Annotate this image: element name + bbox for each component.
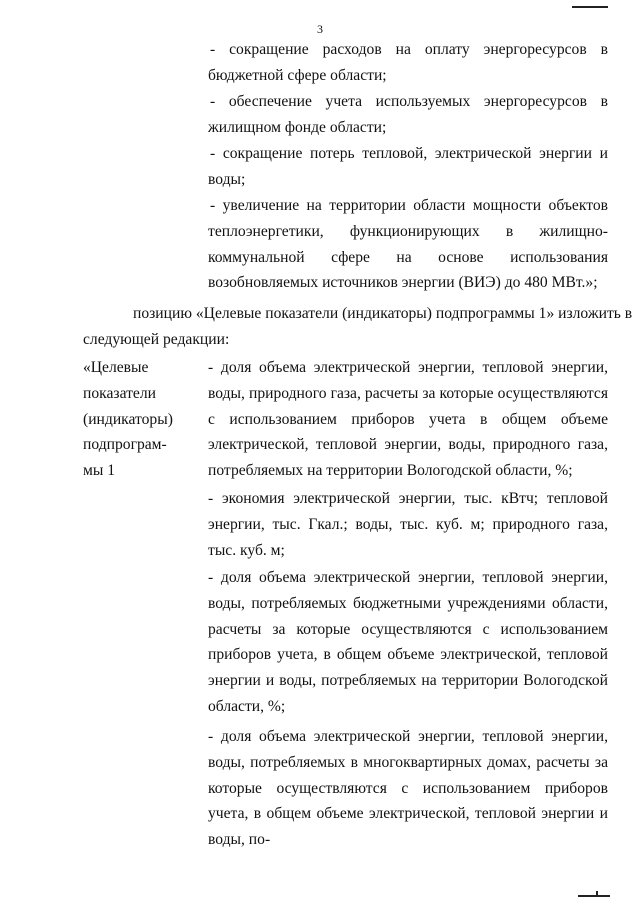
indicator-item-3: - доля объема электрической энергии, тепловой энергии, воды, потребляемых бюджетными учреждениями области, расчеты за которые осуществляются с использованием приборов учета, в общем объеме электрической, тепловой энергии и воды, потребляемых на территории Вологодской области, %; <box>208 569 608 715</box>
upper-list-item-3: - сокращение потерь тепловой, электрической энергии и воды; <box>208 145 608 188</box>
upper-list-item-1: - сокращение расходов на оплату энергоресурсов в бюджетной сфере области; <box>208 41 608 84</box>
indicator-item-4: - доля объема электрической энергии, тепловой энергии, воды, потребляемых в многоквартирных домах, расчеты за которые осуществляются с использованием приборов учета, в общем объеме электрической, тепловой энергии и воды, по- <box>208 728 608 849</box>
upper-list-item-2: - обеспечение учета используемых энергоресурсов в жилищном фонде области; <box>208 93 608 136</box>
table-left-label-last-line: мы 1 <box>83 462 116 480</box>
table-left-label <box>83 355 200 484</box>
indicator-item-2: - экономия электрической энергии, тыс. кВтч; тепловой энергии, тыс. Гкал.; воды, тыс. куб. м; природного газа, тыс. куб. м; <box>208 490 608 559</box>
scan-corner-mark-bottom <box>578 895 610 897</box>
upper-list-item-4: - увеличение на территории области мощности объектов теплоэнергетики, функционирующих в жилищно-коммунальной сфере на основе использования возобновляемых источников энергии (ВИЭ) до 480 МВт.»; <box>208 197 608 292</box>
table-left-label-text: «Целевые показатели (индикаторы) подпрограм- <box>83 359 173 454</box>
instruction-line-1: позицию «Целевые показатели (индикаторы) подпрограммы 1» изложить в <box>133 305 633 322</box>
page-number: 3 <box>317 22 323 36</box>
indicator-item-1: - доля объема электрической энергии, тепловой энергии, воды, природного газа, расчеты за которые осуществляются с использованием приборов учета в общем объеме электрической, тепловой энергии, воды, природного газа, потребляемых на территории Вологодской области, %; <box>208 359 608 480</box>
instruction-line-2: следующей редакции: <box>83 331 230 348</box>
scan-corner-mark-top <box>572 6 608 8</box>
